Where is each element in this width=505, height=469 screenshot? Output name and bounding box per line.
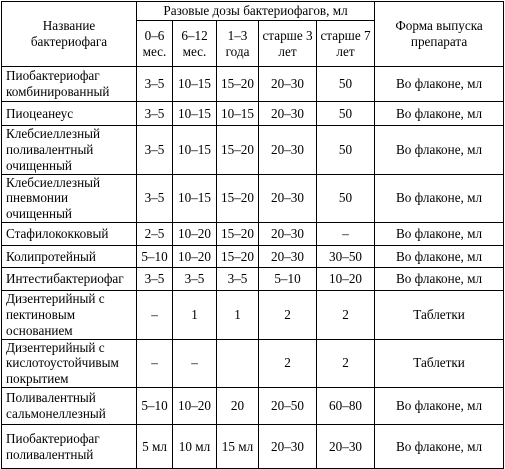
dose-cell: 1 [217, 291, 259, 340]
table-row [2, 425, 504, 469]
dose-cell: 15–20 [217, 126, 259, 175]
bacteriophage-name-cell: Клебсиеллезный пневмонии очищенный [2, 174, 137, 223]
dose-cell: 2 [259, 339, 317, 388]
dose-cell: – [317, 223, 375, 246]
dose-cell: 10–15 [173, 126, 217, 175]
table-row [2, 223, 504, 246]
table-row [2, 67, 504, 102]
dose-cell: 30–50 [317, 246, 375, 268]
dose-cell: 3–5 [137, 67, 173, 102]
dose-cell: 60–80 [317, 388, 375, 425]
dose-cell: 5–10 [137, 388, 173, 425]
header-doses: Разовые дозы бактериофагов, мл [137, 2, 375, 21]
dose-cell: – [137, 291, 173, 340]
dose-cell: – [173, 339, 217, 388]
dose-cell: 3–5 [137, 102, 173, 126]
form-cell: Таблетки [375, 339, 504, 388]
dose-cell: 10–20 [173, 223, 217, 246]
dose-cell: 10–20 [173, 388, 217, 425]
dose-cell: 20–30 [317, 425, 375, 469]
dose-cell: 10 мл [173, 425, 217, 469]
header-form: Форма выпуска препарата [375, 2, 504, 67]
dose-cell: 50 [317, 67, 375, 102]
dose-cell: 3–5 [137, 126, 173, 175]
dose-cell: 2–5 [137, 223, 173, 246]
table-row [2, 246, 504, 268]
dose-cell: 20–30 [259, 223, 317, 246]
dose-cell: 3–5 [137, 268, 173, 291]
dose-cell: 15–20 [217, 67, 259, 102]
dose-cell: 10–15 [173, 67, 217, 102]
header-name: Название бактериофага [2, 2, 137, 67]
header-age-7plus: старше 7 лет [317, 21, 375, 67]
dose-cell: 20–30 [259, 126, 317, 175]
dose-cell: 20–30 [259, 174, 317, 223]
dose-cell: 20–30 [259, 67, 317, 102]
dose-cell: 2 [259, 291, 317, 340]
dose-cell: 1 [173, 291, 217, 340]
bacteriophage-name-cell: Пиоцеанеус [2, 102, 137, 126]
bacteriophage-name-cell: Дизентерийный с кислотоустойчивым покрытием [2, 339, 137, 388]
dose-cell: 10–15 [173, 102, 217, 126]
bacteriophage-name-cell: Клебсиеллезный поливалентный очищенный [2, 126, 137, 175]
dose-cell: 2 [317, 339, 375, 388]
form-cell: Во флаконе, мл [375, 223, 504, 246]
form-cell: Во флаконе, мл [375, 126, 504, 175]
header-age-6-12: 6–12 мес. [173, 21, 217, 67]
dose-cell: 20–30 [259, 425, 317, 469]
bacteriophage-name-cell: Интестибактериофаг [2, 268, 137, 291]
form-cell: Во флаконе, мл [375, 388, 504, 425]
form-cell: Во флаконе, мл [375, 174, 504, 223]
bacteriophage-name-cell: Пиобактериофаг комбинированный [2, 67, 137, 102]
dose-cell: 20–30 [259, 102, 317, 126]
dose-cell: 3–5 [137, 174, 173, 223]
form-cell: Во флаконе, мл [375, 67, 504, 102]
bacteriophage-name-cell: Поливалентный сальмонеллезный [2, 388, 137, 425]
table-row [2, 291, 504, 340]
table-row [2, 388, 504, 425]
dose-cell: 5 мл [137, 425, 173, 469]
dose-cell: 20 [217, 388, 259, 425]
dose-cell: 10–20 [317, 268, 375, 291]
table-row [2, 174, 504, 223]
dose-cell: 5–10 [259, 268, 317, 291]
dose-cell: 3–5 [217, 268, 259, 291]
dose-cell: 2 [317, 291, 375, 340]
table-row [2, 339, 504, 388]
dose-cell: 10–15 [217, 102, 259, 126]
bacteriophage-name-cell: Колипротейный [2, 246, 137, 268]
bacteriophage-name-cell: Дизентерийный с пектиновым основанием [2, 291, 137, 340]
dose-cell: 20–30 [259, 246, 317, 268]
table-row [2, 268, 504, 291]
form-cell: Во флаконе, мл [375, 246, 504, 268]
table-row [2, 126, 504, 175]
header-age-0-6: 0–6 мес. [137, 21, 173, 67]
dose-cell: 10–20 [173, 246, 217, 268]
dose-cell: – [137, 339, 173, 388]
dose-cell [217, 339, 259, 388]
dose-cell: 5–10 [137, 246, 173, 268]
form-cell: Во флаконе, мл [375, 102, 504, 126]
bacteriophage-name-cell: Стафилококковый [2, 223, 137, 246]
bacteriophage-name-cell: Пиобактериофаг поливалентный [2, 425, 137, 469]
header-age-1-3: 1–3 года [217, 21, 259, 67]
dose-cell: 15–20 [217, 223, 259, 246]
table-row [2, 102, 504, 126]
form-cell: Во флаконе, мл [375, 268, 504, 291]
dose-cell: 15–20 [217, 246, 259, 268]
dose-cell: 50 [317, 126, 375, 175]
bacteriophage-dose-table [1, 1, 504, 469]
form-cell: Во флаконе, мл [375, 425, 504, 469]
dose-cell: 50 [317, 102, 375, 126]
dose-cell: 20–50 [259, 388, 317, 425]
form-cell: Таблетки [375, 291, 504, 340]
dose-cell: 10–15 [173, 174, 217, 223]
dose-cell: 3–5 [173, 268, 217, 291]
dose-cell: 50 [317, 174, 375, 223]
dose-cell: 15–20 [217, 174, 259, 223]
dose-cell: 15 мл [217, 425, 259, 469]
header-age-3plus: старше 3 лет [259, 21, 317, 67]
